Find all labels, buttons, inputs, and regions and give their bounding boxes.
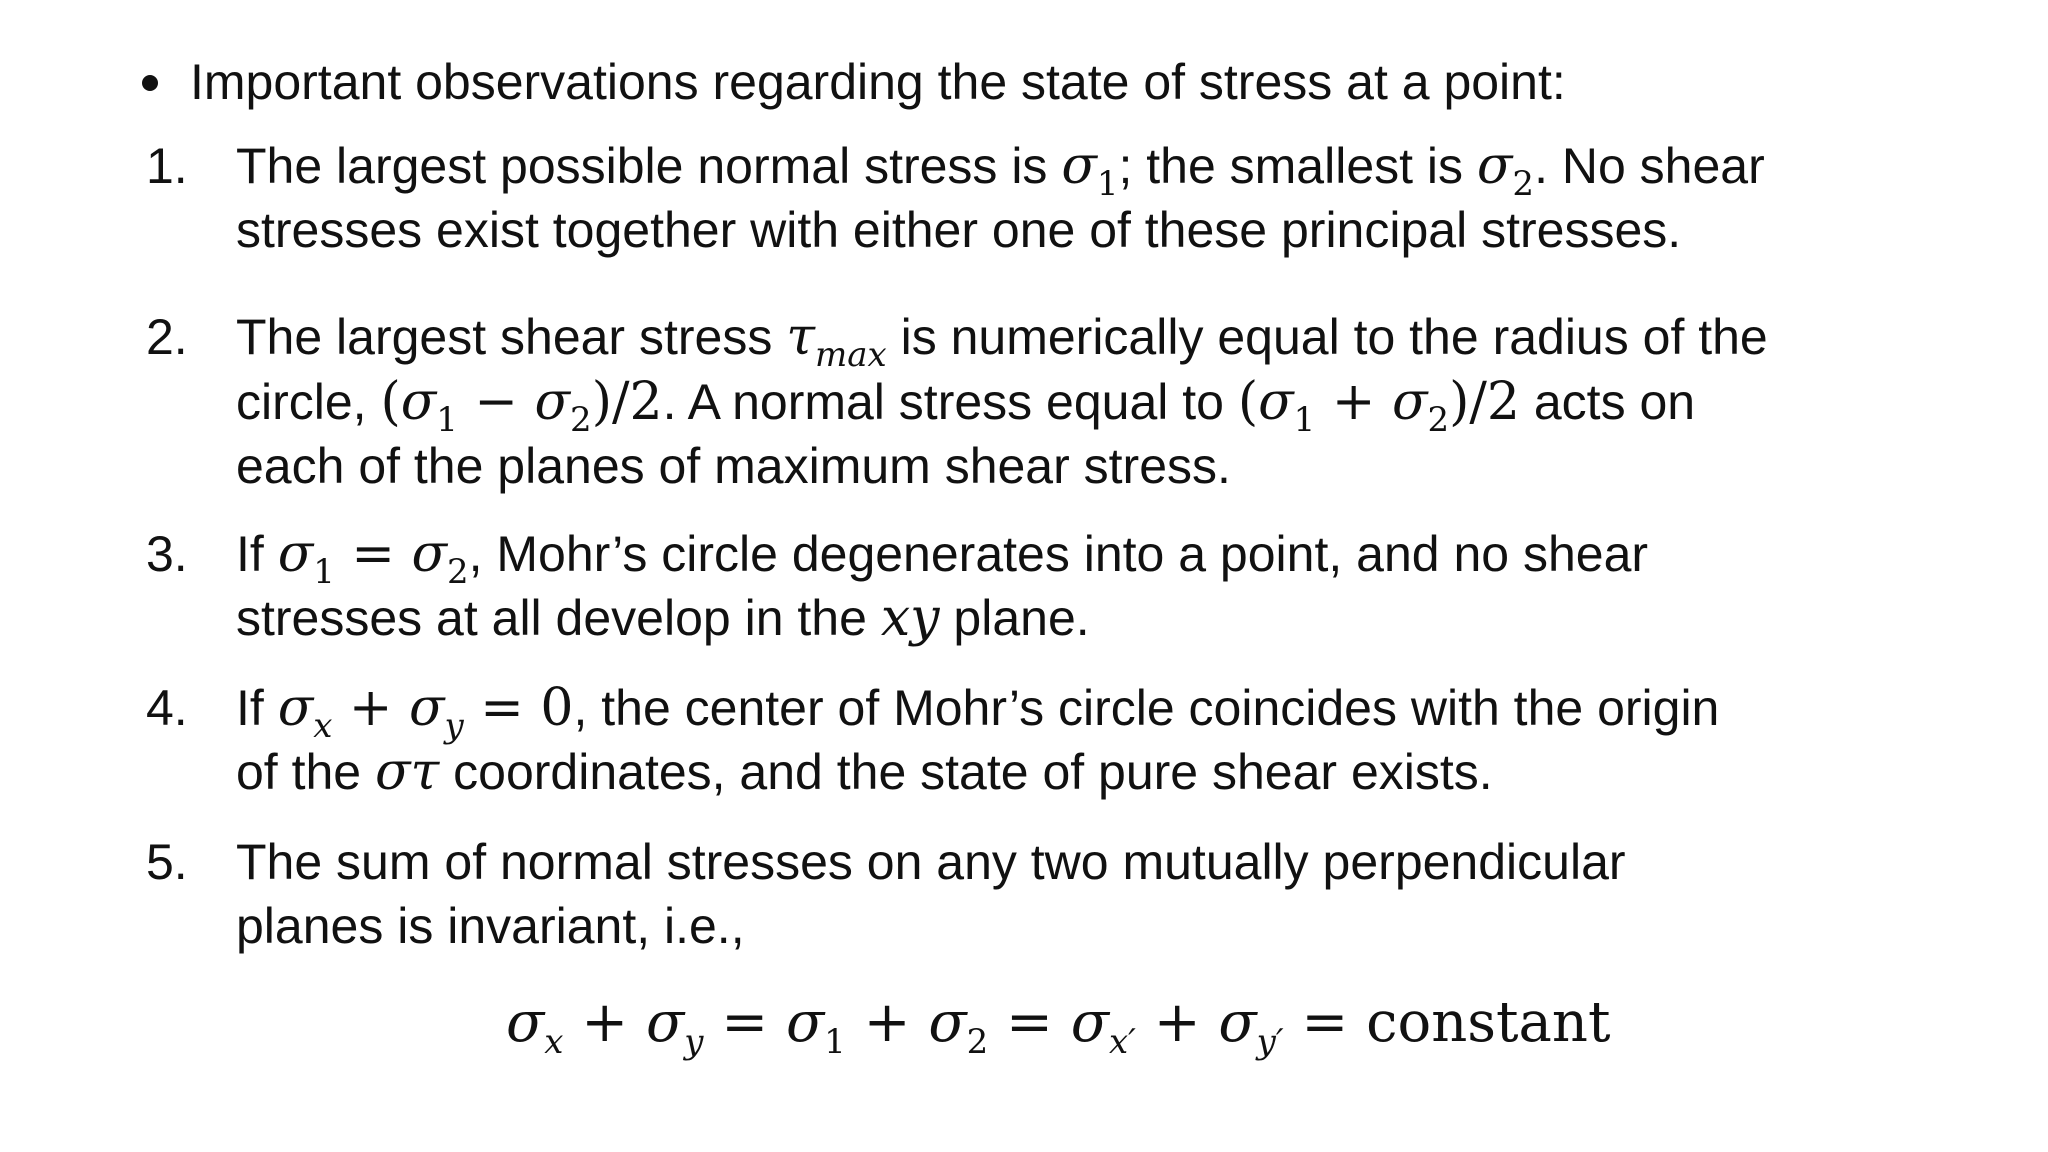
item-1-line-1 [236,134,1765,204]
close-half: )/2 [1449,372,1520,432]
subscript-2: 2 [1427,400,1450,440]
sigma-symbol: σ [277,678,314,738]
subscript-1: 1 [436,400,458,440]
item-1-text-b: ; the smallest is [1118,138,1477,194]
minus-sign: − [457,372,535,432]
item-5-number: 5. [146,834,188,890]
sigma-symbol: σ [1476,136,1513,196]
sigma-symbol: σ [506,990,545,1055]
subscript-x: x [544,1022,564,1062]
constant-text: constant [1366,990,1611,1055]
item-3-number: 3. [146,526,188,582]
item-2-text-c: circle, [236,374,381,430]
sigma-symbol: σ [1258,372,1294,432]
sigma-symbol: σ [785,990,825,1055]
item-5-line-2: planes is invariant, i.e., [236,898,745,954]
item-2-line-3: each of the planes of maximum shear stress. [236,438,1231,494]
close-half: )/2 [591,372,663,432]
plus-sign: + [1135,990,1219,1055]
item-1-text-c: . No shear [1534,138,1765,194]
subscript-1: 1 [1293,400,1316,440]
subscript-1: 1 [313,552,335,592]
equals-sign: = [334,524,412,584]
sigma-symbol: σ [411,524,447,584]
subscript-1: 1 [824,1022,846,1062]
plus-sign: + [563,990,646,1055]
item-3-line-2 [236,586,1090,650]
item-2-line-1 [236,305,1768,375]
sigma-symbol: σ [928,990,967,1055]
subscript-1: 1 [1096,164,1119,204]
equals-sign: = [703,990,786,1055]
subscript-2: 2 [966,1022,989,1062]
subscript-max: max [815,335,887,375]
item-5-line-1: The sum of normal stresses on any two mutually perpendicular [236,834,1626,890]
tau-symbol: τ [786,307,816,367]
item-3-line-1 [236,522,1649,592]
sigma-symbol: σ [277,524,314,584]
item-3-text-d: plane. [939,590,1090,646]
item-4-text-c: of the [236,744,375,800]
invariant-equation [506,988,1611,1062]
subscript-y: y [684,1022,704,1062]
intro-text: Important observations regarding the state of stress at a point: [190,54,1566,110]
subscript-x-prime: x′ [1108,1022,1136,1062]
equals-sign: = [463,678,541,738]
subscript-2: 2 [446,552,469,592]
plus-sign: + [1315,372,1392,432]
sigma-symbol: σ [409,678,445,738]
subscript-y: y [444,706,464,746]
item-3-text-c: stresses at all develop in the [236,590,881,646]
item-4-text-d: coordinates, and the state of pure shear exists. [439,744,1493,800]
sigma-tau-symbol: στ [375,742,440,802]
sigma-symbol: σ [1218,990,1257,1055]
sigma-symbol: σ [400,372,437,432]
item-4-line-1 [236,676,1720,746]
item-1-number: 1. [146,138,188,194]
xy-symbol: xy [880,588,940,648]
subscript-y-prime: y′ [1256,1022,1284,1062]
subscript-x: x [313,706,333,746]
subscript-2: 2 [1512,164,1535,204]
bullet-dot [142,75,158,91]
item-1-line-2: stresses exist together with either one of these principal stresses. [236,202,1682,258]
item-3-text-a: If [236,526,278,582]
sigma-symbol: σ [1070,990,1109,1055]
sigma-symbol: σ [1391,372,1428,432]
item-4-text-a: If [236,680,278,736]
item-4-line-2 [236,740,1493,804]
item-1-text-a: The largest possible normal stress is [236,138,1062,194]
item-2-text-a: The largest shear stress [236,309,787,365]
sigma-symbol: σ [645,990,685,1055]
subscript-2: 2 [570,400,592,440]
item-2-text-d: . A normal stress equal to [662,374,1238,430]
sigma-symbol: σ [534,372,571,432]
plus-sign: + [332,678,410,738]
item-2-number: 2. [146,309,188,365]
sigma-symbol: σ [1061,136,1097,196]
open-paren: ( [380,372,401,432]
item-2-text-b: is numerically equal to the radius of the [886,309,1768,365]
equals-sign: = [1283,990,1367,1055]
item-3-text-b: , Mohr’s circle degenerates into a point, and no shear [468,526,1649,582]
item-4-number: 4. [146,680,188,736]
equals-sign: = [988,990,1071,1055]
item-4-text-b: , the center of Mohr’s circle coincides with the origin [573,680,1720,736]
item-2-text-e: acts on [1519,374,1696,430]
item-2-line-2 [236,370,1696,440]
plus-sign: + [845,990,929,1055]
open-paren: ( [1237,372,1259,432]
zero: 0 [540,678,574,738]
